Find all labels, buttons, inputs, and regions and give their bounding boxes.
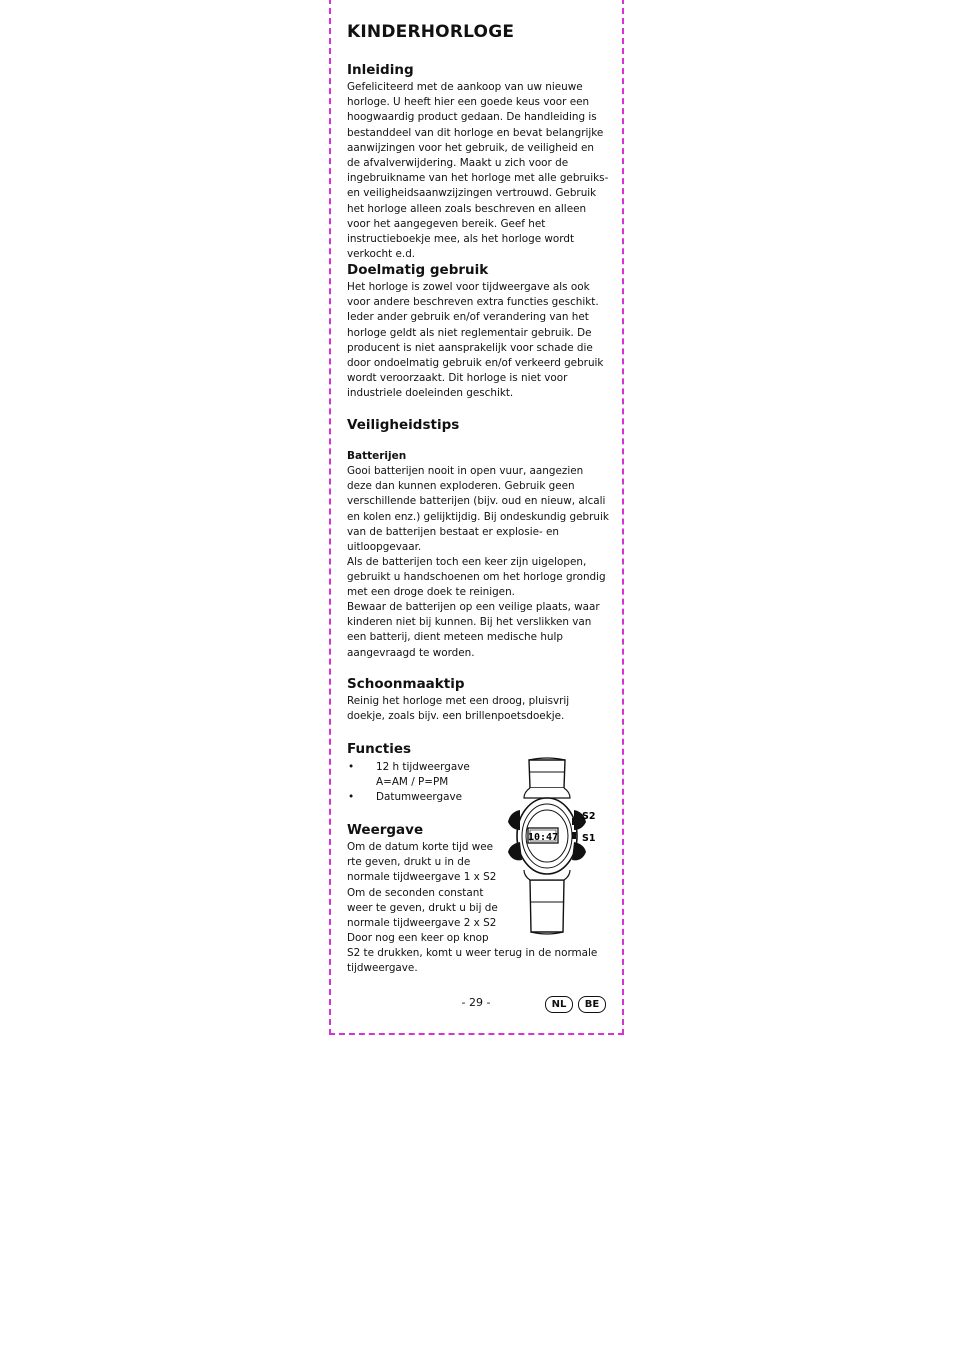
list-item-line: 12 h tijdweergave [376,761,470,773]
section-heading-schoonmaak: Schoonmaaktip [347,676,465,692]
functies-list [347,760,497,806]
page-number: - 29 - [461,996,491,1009]
schoonmaak-text: Reinig het horloge met een droog, pluisvrij doekje, zoals bijv. een brillenpoetsdoekje. [347,695,570,723]
list-item [347,760,497,790]
batterijen-text-2: Als de batterijen toch een keer zijn uigelopen, gebruikt u handschoenen om het horloge grondig met een droge doek te reinigen. [347,556,606,599]
section-heading-weergave: Weergave [347,822,424,838]
batterijen-text-1: Gooi batterijen nooit in open vuur, aangezien deze dan kunnen exploderen. Gebruik geen verschillende batterijen (bijv. oud en nieuw, alcali en kolen enz.) gelijktijdig. Bij ondeskundig gebruik van de batterijen bestaat er explosie- en uitloopgevaar. [347,465,609,554]
language-badge-be: BE [578,996,606,1013]
text-line: normale tijdweergave 1 x S2 [347,871,497,884]
text-line: normale tijdweergave 2 x S2 [347,917,497,930]
section-heading-veiligheid: Veiligheidstips [347,417,460,433]
text-line: weer te geven, drukt u bij de [347,901,498,914]
watch-display: 10:47 [527,832,559,843]
text-line: Door nog een keer op knop [347,932,489,945]
inleiding-text: Gefeliciteerd met de aankoop van uw nieuwe horloge. U heeft hier een goede keus voor een hoogwaardig product gedaan. De handleiding is bestanddeel van dit horloge en bevat belangrijke aanwijzingen voor het gebruik, de veiligheid en de afvalverwijdering. Maakt u zich voor de ingebruikname van het horloge met alle gebruiks- en veiligheidsaanwzijzingen vertrouwd. Gebruik het horloge alleen zoals beschreven en alleen voor het aangegeven bereik. Geef het instructieboekje mee, als het horloge wordt verkocht e.d. [347,81,609,261]
button-s1-icon [572,832,576,839]
list-item [347,790,497,805]
bullet-icon: • [348,761,355,773]
language-badge-nl: NL [545,996,573,1013]
section-heading-doelmatig: Doelmatig gebruik [347,262,489,278]
text-line: Om de seconden constant [347,886,484,899]
button-label-s2: S2 [582,811,596,822]
list-item-line: A=AM / P=PM [376,776,449,789]
button-label-s1: S1 [582,833,596,844]
weergave-text [347,840,497,946]
subheading-batterijen: Batterijen [347,450,407,462]
text-line: Om de datum korte tijd wee [347,841,494,853]
button-s2-icon [572,818,576,825]
text-line: rte geven, drukt u in de [347,856,471,869]
list-item-line: Datumweergave [376,791,463,804]
doelmatig-text: Het horloge is zowel voor tijdweergave als ook voor andere beschreven extra functies geschikt. Ieder ander gebruik en/of verandering van het horloge geldt als niet reglementair gebruik. De producent is niet aansprakelijk voor schade die door ondoelmatig gebruik en/of verkeerd gebruik wordt veroorzaakt. Dit horloge is niet voor industriele doeleinden geschikt. [347,281,604,400]
section-heading-inleiding: Inleiding [347,62,414,78]
bullet-icon: • [348,791,355,804]
batterijen-text-3: Bewaar de batterijen op een veilige plaats, waar kinderen niet bij kunnen. Bij het verslikken van een batterij, dient meteen medische hulp aangevraagd te worden. [347,601,600,659]
watch-illustration [502,752,602,938]
section-heading-functies: Functies [347,741,412,757]
weergave-text-tail: S2 te drukken, komt u weer terug in de normale tijdweergave. [347,947,598,975]
page-title: KINDERHORLOGE [347,22,515,42]
